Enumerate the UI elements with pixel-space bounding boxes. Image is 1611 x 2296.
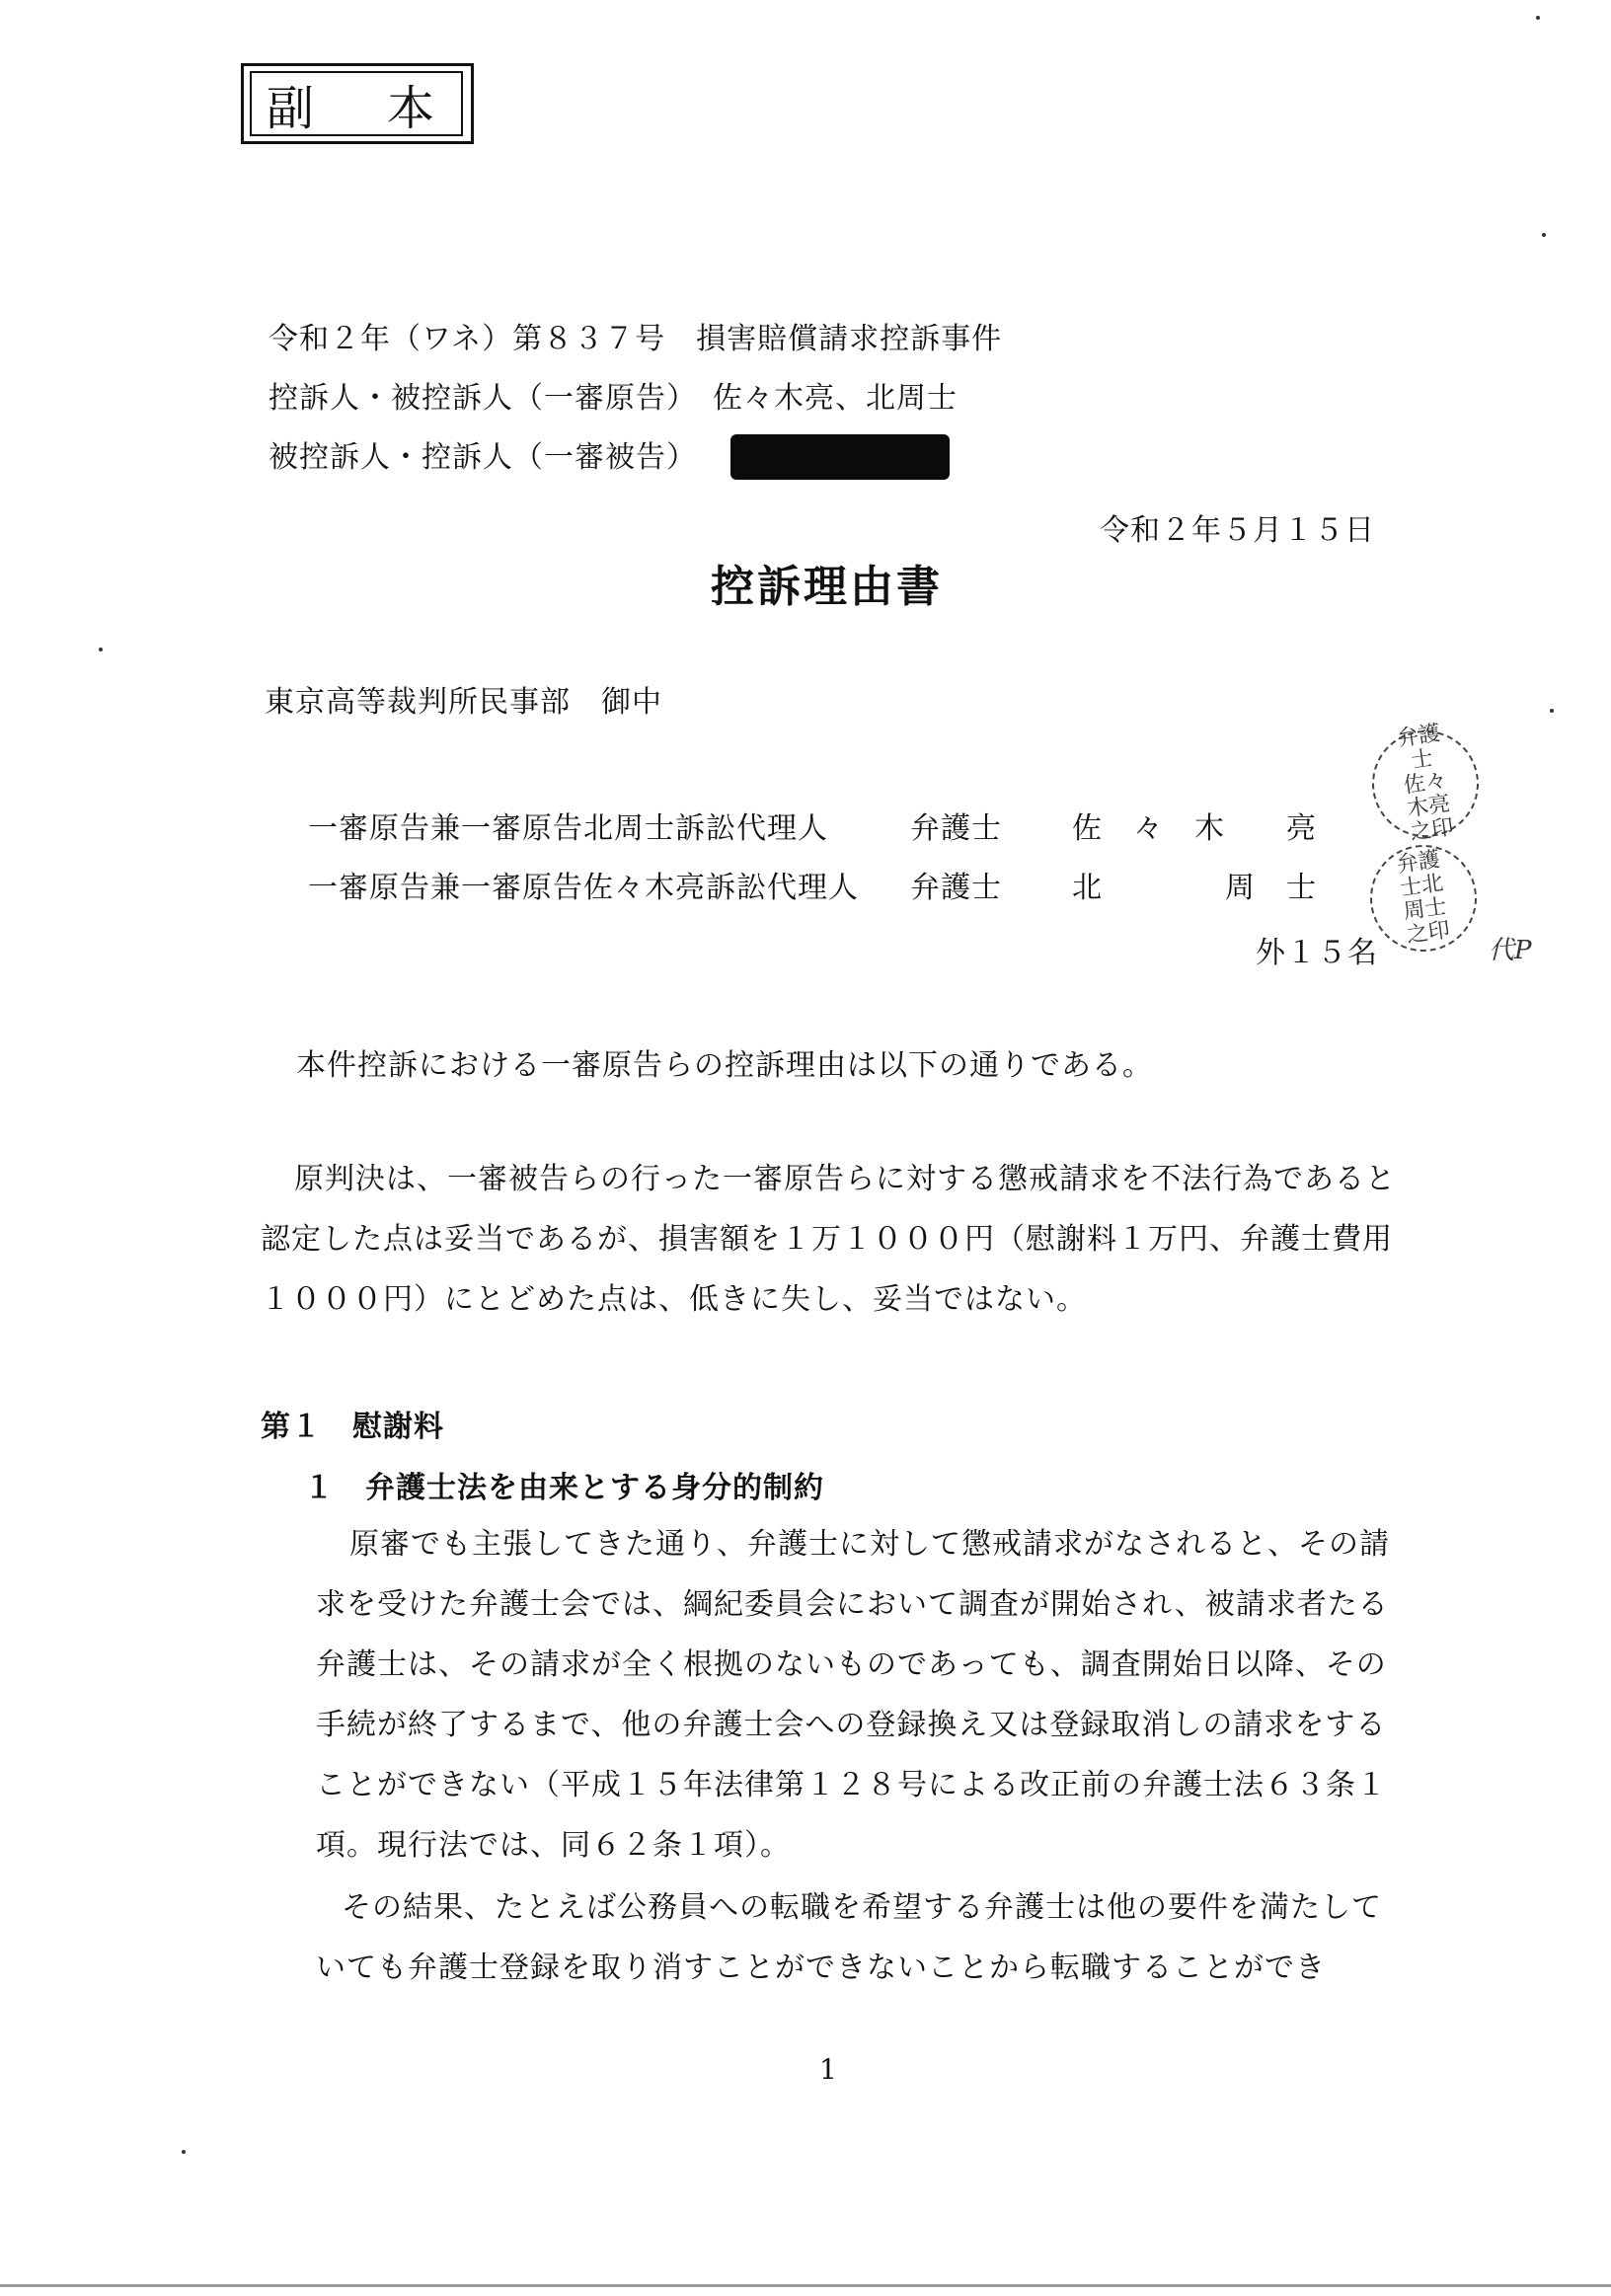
subsection-heading: １ 弁護士法を由来とする身分的制約 [304,1471,824,1505]
scan-edge-line [0,2284,1611,2287]
attorney-role: 一審原告兼一審原告佐々木亮訴訟代理人 [308,871,859,905]
attorney-name: 北 周 士 [1072,871,1317,905]
redaction-bar [730,434,950,480]
body-paragraph: 原審でも主張してきた通り、弁護士に対して懲戒請求がなされると、その請求を受けた弁護士会では、綱紀委員会において調査が開始され、被請求者たる弁護士は、その請求が全く根拠のないものであっても、調査開始日以降、その手続が終了するまで、他の弁護士会への登録換え又は登録取消しの請求をすることができない（平成１５年法律第１２８号による改正前の弁護士法６３条１項。現行法では、同６２条１項）。 [316,1527,1390,1863]
appellant-line: 控訴人・被控訴人（一審原告） 佐々木亮、北周士 [268,381,958,416]
handwritten-note: 代P [1489,936,1532,965]
scan-speck [1542,233,1546,237]
scan-speck [1536,16,1540,20]
section-heading: 第１ 慰謝料 [261,1410,444,1444]
other-attorneys: 外１５名 [1256,936,1378,970]
document-date: 令和２年５月１５日 [1100,513,1375,548]
scan-speck [182,2150,186,2154]
appellee-line: 被控訴人・控訴人（一審被告） [268,440,697,475]
copy-stamp-text: 副本 [266,80,507,136]
seal-stamp [1363,838,1484,958]
attorney-role: 一審原告兼一審原告北周士訴訟代理人 [308,811,828,846]
intro-text: 本件控訴における一審原告らの控訴理由は以下の通りである。 [296,1048,1153,1083]
seal-text: 弁護士佐々木亮之印 [1395,721,1456,846]
attorney-name: 佐 々 木 亮 [1072,811,1317,846]
summary-paragraph: 原判決は、一審被告らの行った一審原告らに対する懲戒請求を不法行為であると認定した点は妥当であるが、損害額を１万１０００円（慰謝料１万円、弁護士費用１０００円）にとどめた点は、低きに失し、妥当ではない。 [261,1162,1396,1317]
scan-speck [1550,709,1554,713]
attorney-title: 弁護士 [910,871,1002,905]
page-title: 控訴理由書 [711,562,943,612]
seal-text: 弁護士北周士之印 [1395,847,1452,949]
scan-speck [99,648,103,651]
seal-stamp [1365,721,1486,846]
case-number-line: 令和２年（ワネ）第８３７号 損害賠償請求控訴事件 [268,322,1003,356]
addressee: 東京高等裁判所民事部 御中 [265,685,662,720]
attorney-title: 弁護士 [910,811,1002,846]
copy-stamp [241,63,507,144]
page-number: 1 [819,2053,837,2086]
body-paragraph: その結果、たとえば公務員への転職を希望する弁護士は他の要件を満たしていても弁護士登録を取り消すことができないことから転職することができ [316,1890,1382,1985]
